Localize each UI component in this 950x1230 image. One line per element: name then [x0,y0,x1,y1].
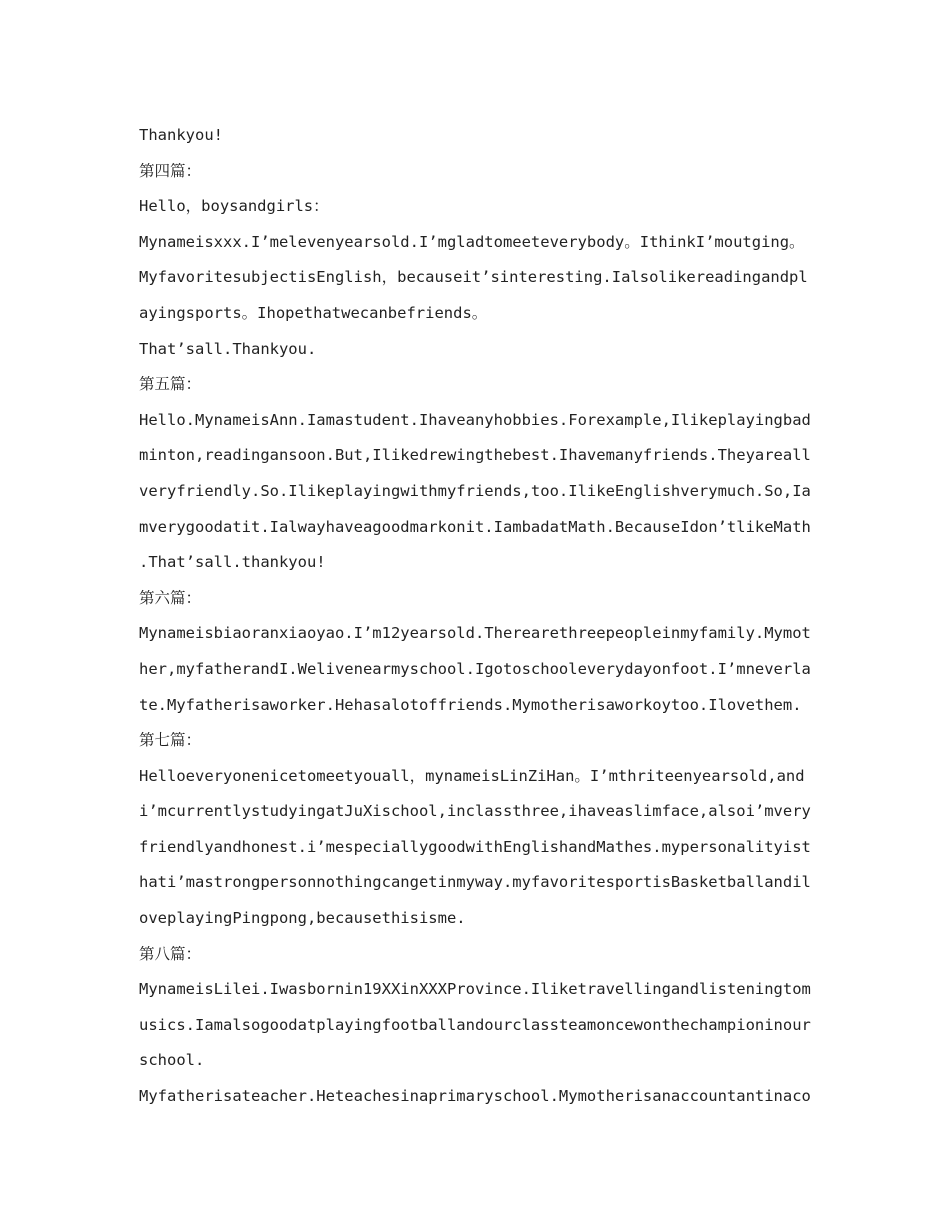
text-line: MynameisLilei.Iwasbornin19XXinXXXProvince.Iliketravellingandlisteningtom [139,980,811,999]
text-line: usics.Iamalsogoodatplayingfootballandourclassteamoncewonthechampioninour [139,1015,811,1034]
text-line: minton,readingansoon.But,Ilikedrewingthebest.Ihavemanyfriends.Theyareall [139,446,811,465]
text-line: veryfriendly.So.Ilikeplayingwithmyfriends,too.IlikeEnglishverymuch.So,Ia [139,481,811,500]
text-line: Thankyou! [139,126,223,144]
text-line: mverygoodatit.Ialwayhaveagoodmarkonit.IambadatMath.BecauseIdon’tlikeMath [139,517,811,536]
text-line: school. [139,1051,205,1070]
text-line: oveplayingPingpong,becausethisisme. [139,909,466,928]
section-heading: 第五篇： [139,375,202,394]
text-line: Mynameisxxx.I’melevenyearsold.I’mgladtomeeteverybody。IthinkI’moutging。 [139,232,805,251]
text-line: Mynameisbiaoranxiaoyao.I’m12yearsold.Therearethreepeopleinmyfamily.Mymot [139,624,811,643]
text-line: .That’sall.thankyou! [139,553,326,572]
text-line: her,myfatherandI.Welivenearmyschool.Igotoschooleverydayonfoot.I’mneverla [139,659,811,678]
text-line: friendlyandhonest.i’mespeciallygoodwithEnglishandMathes.mypersonalityist [139,837,811,856]
document-body [139,118,819,1115]
text-line: Myfatherisateacher.Heteachesinaprimaryschool.Mymotherisanaccountantinaco [139,1087,811,1106]
text-line: Hello.MynameisAnn.Iamastudent.Ihaveanyhobbies.Forexample,Ilikeplayingbad [139,410,811,429]
text-line: Helloeveryonenicetomeetyouall，mynameisLinZiHan。I’mthriteenyearsold,and [139,766,805,785]
text-line: That’sall.Thankyou. [139,339,317,358]
text-line: hati’mastrongpersonnothingcangetinmyway.myfavoritesportisBasketballandil [139,873,811,892]
text-line: i’mcurrentlystudyingatJuXischool,inclassthree,ihaveaslimface,alsoi’mvery [139,802,811,821]
section-heading: 第八篇： [139,944,202,963]
text-line: MyfavoritesubjectisEnglish，becauseit’sinteresting.Ialsolikereadingandpl [139,268,808,287]
section-heading: 第六篇： [139,588,202,607]
text-line: Hello，boysandgirls： [139,197,329,216]
section-heading: 第七篇： [139,731,202,750]
text-line: te.Myfatherisaworker.Hehasalotoffriends.Mymotherisaworkoytoo.Ilovethem. [139,695,802,714]
text-line: ayingsports。Ihopethatwecanbefriends。 [139,303,488,322]
section-heading: 第四篇： [139,161,202,180]
